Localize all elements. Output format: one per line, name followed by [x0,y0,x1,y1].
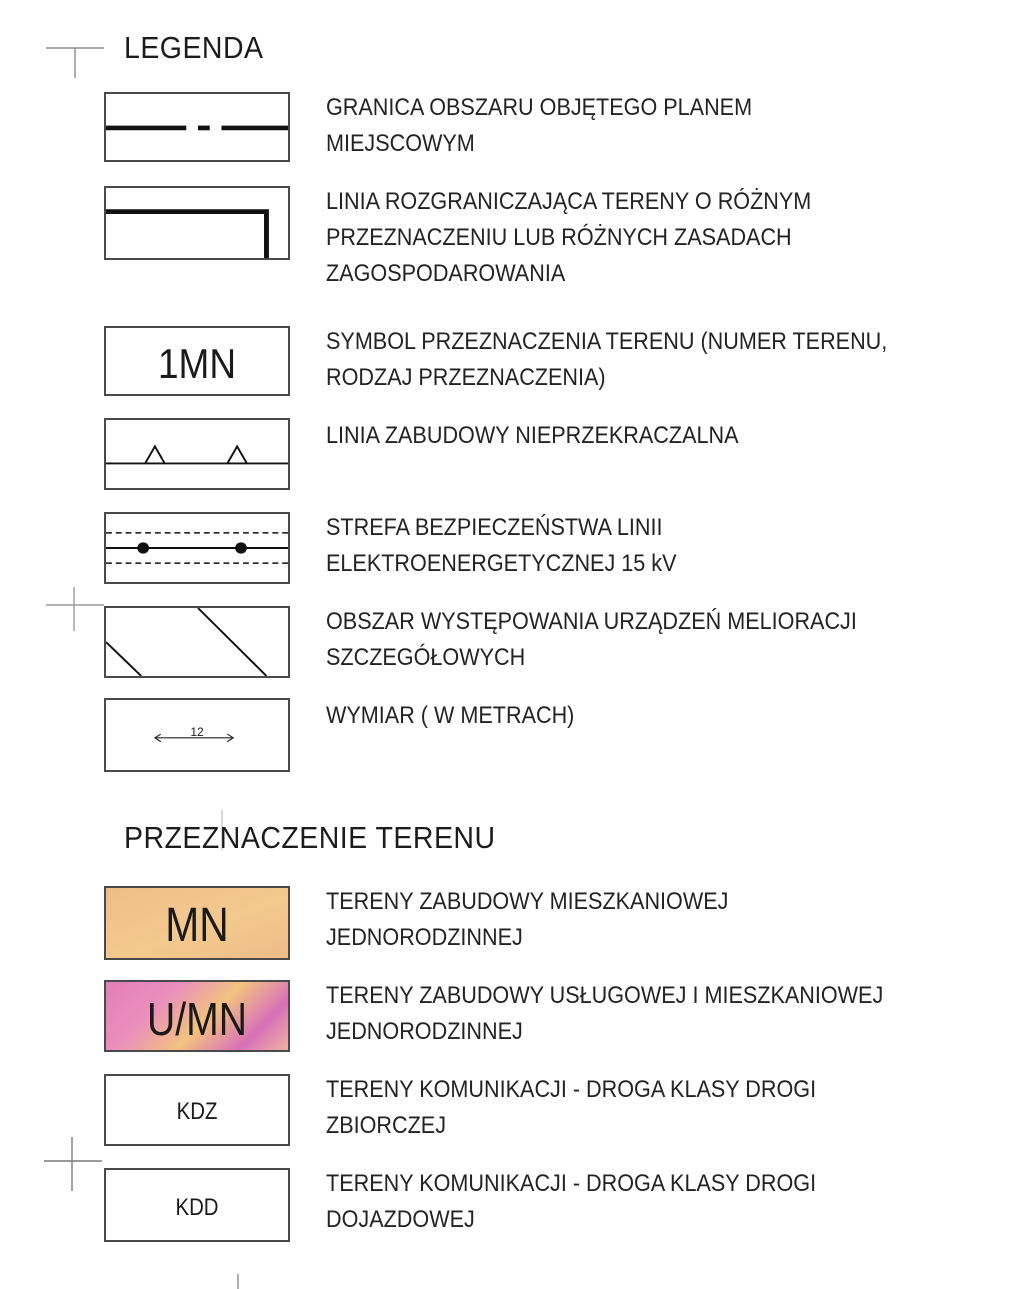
land-use-swatch [104,1074,290,1146]
description-line: SYMBOL PRZEZNACZENIA TERENU (NUMER TERENU, [326,328,888,355]
land-use-code: KDD [175,1194,219,1221]
dimension-value-label: 12 [190,725,204,739]
land-use-symbol-box [104,326,290,396]
description-line: JEDNORODZINNEJ [326,1018,523,1045]
description-line: PRZEZNACZENIU LUB RÓŻNYCH ZASADACH [326,224,792,251]
land-use-code: U/MN [147,993,247,1045]
legend-item-description [326,510,938,582]
description-line: TERENY ZABUDOWY USŁUGOWEJ I MIESZKANIOWEJ [326,982,884,1009]
registration-tick-icon [230,1272,246,1289]
description-line: SZCZEGÓŁOWYCH [326,644,526,671]
legend-heading: LEGENDA [124,30,264,65]
description-line: LINIA ZABUDOWY NIEPRZEKRACZALNA [326,422,739,449]
land-use-code: KDZ [176,1098,218,1125]
land-use-swatch [104,980,290,1052]
description-line: WYMIAR ( W METRACH) [326,702,575,729]
legend-item-description [326,884,938,956]
description-line: LINIA ROZGRANICZAJĄCA TERENY O RÓŻNYM [326,188,812,215]
description-line: TERENY ZABUDOWY MIESZKANIOWEJ [326,888,729,915]
registration-crosshair-icon [42,1135,106,1195]
plan-boundary-symbol-icon [104,92,290,162]
land-use-swatch [104,886,290,960]
legend-item-description [326,604,938,676]
description-line: TERENY KOMUNIKACJI - DROGA KLASY DROGI [326,1076,817,1103]
description-line: ZBIORCZEJ [326,1112,447,1139]
legend-item-description [326,698,938,734]
description-line: DOJAZDOWEJ [326,1206,475,1233]
power-line-zone-symbol-icon [104,512,290,584]
description-line: TERENY KOMUNIKACJI - DROGA KLASY DROGI [326,1170,817,1197]
land-use-symbol-label: 1MN [157,340,237,387]
description-line: ELEKTROENERGETYCZNEJ 15 kV [326,550,677,577]
land-use-code: MN [165,899,229,952]
drainage-hatch-symbol-icon [104,606,290,678]
description-line: JEDNORODZINNEJ [326,924,523,951]
legend-item-description [326,90,938,162]
description-line: STREFA BEZPIECZEŃSTWA LINII [326,514,663,541]
legend-item-description [326,978,938,1050]
demarcation-line-symbol-icon [104,186,290,260]
legend-item-description [326,1072,938,1144]
description-line: ZAGOSPODAROWANIA [326,260,566,287]
legend-item-description [326,418,938,454]
legend-item-description [326,1166,938,1238]
dimension-symbol-box [104,698,290,772]
description-line: RODZAJ PRZEZNACZENIA) [326,364,606,391]
description-line: MIEJSCOWYM [326,130,475,157]
building-line-symbol-icon [104,418,290,490]
registration-crosshair-icon [44,585,108,635]
land-use-swatch [104,1168,290,1242]
description-line: OBSZAR WYSTĘPOWANIA URZĄDZEŃ MELIORACJI [326,608,857,635]
description-line: GRANICA OBSZARU OBJĘTEGO PLANEM [326,94,753,121]
legend-item-description [326,184,938,292]
registration-crosshair-icon [40,30,110,80]
land-use-heading: PRZEZNACZENIE TERENU [124,820,496,855]
legend-item-description [326,324,938,396]
